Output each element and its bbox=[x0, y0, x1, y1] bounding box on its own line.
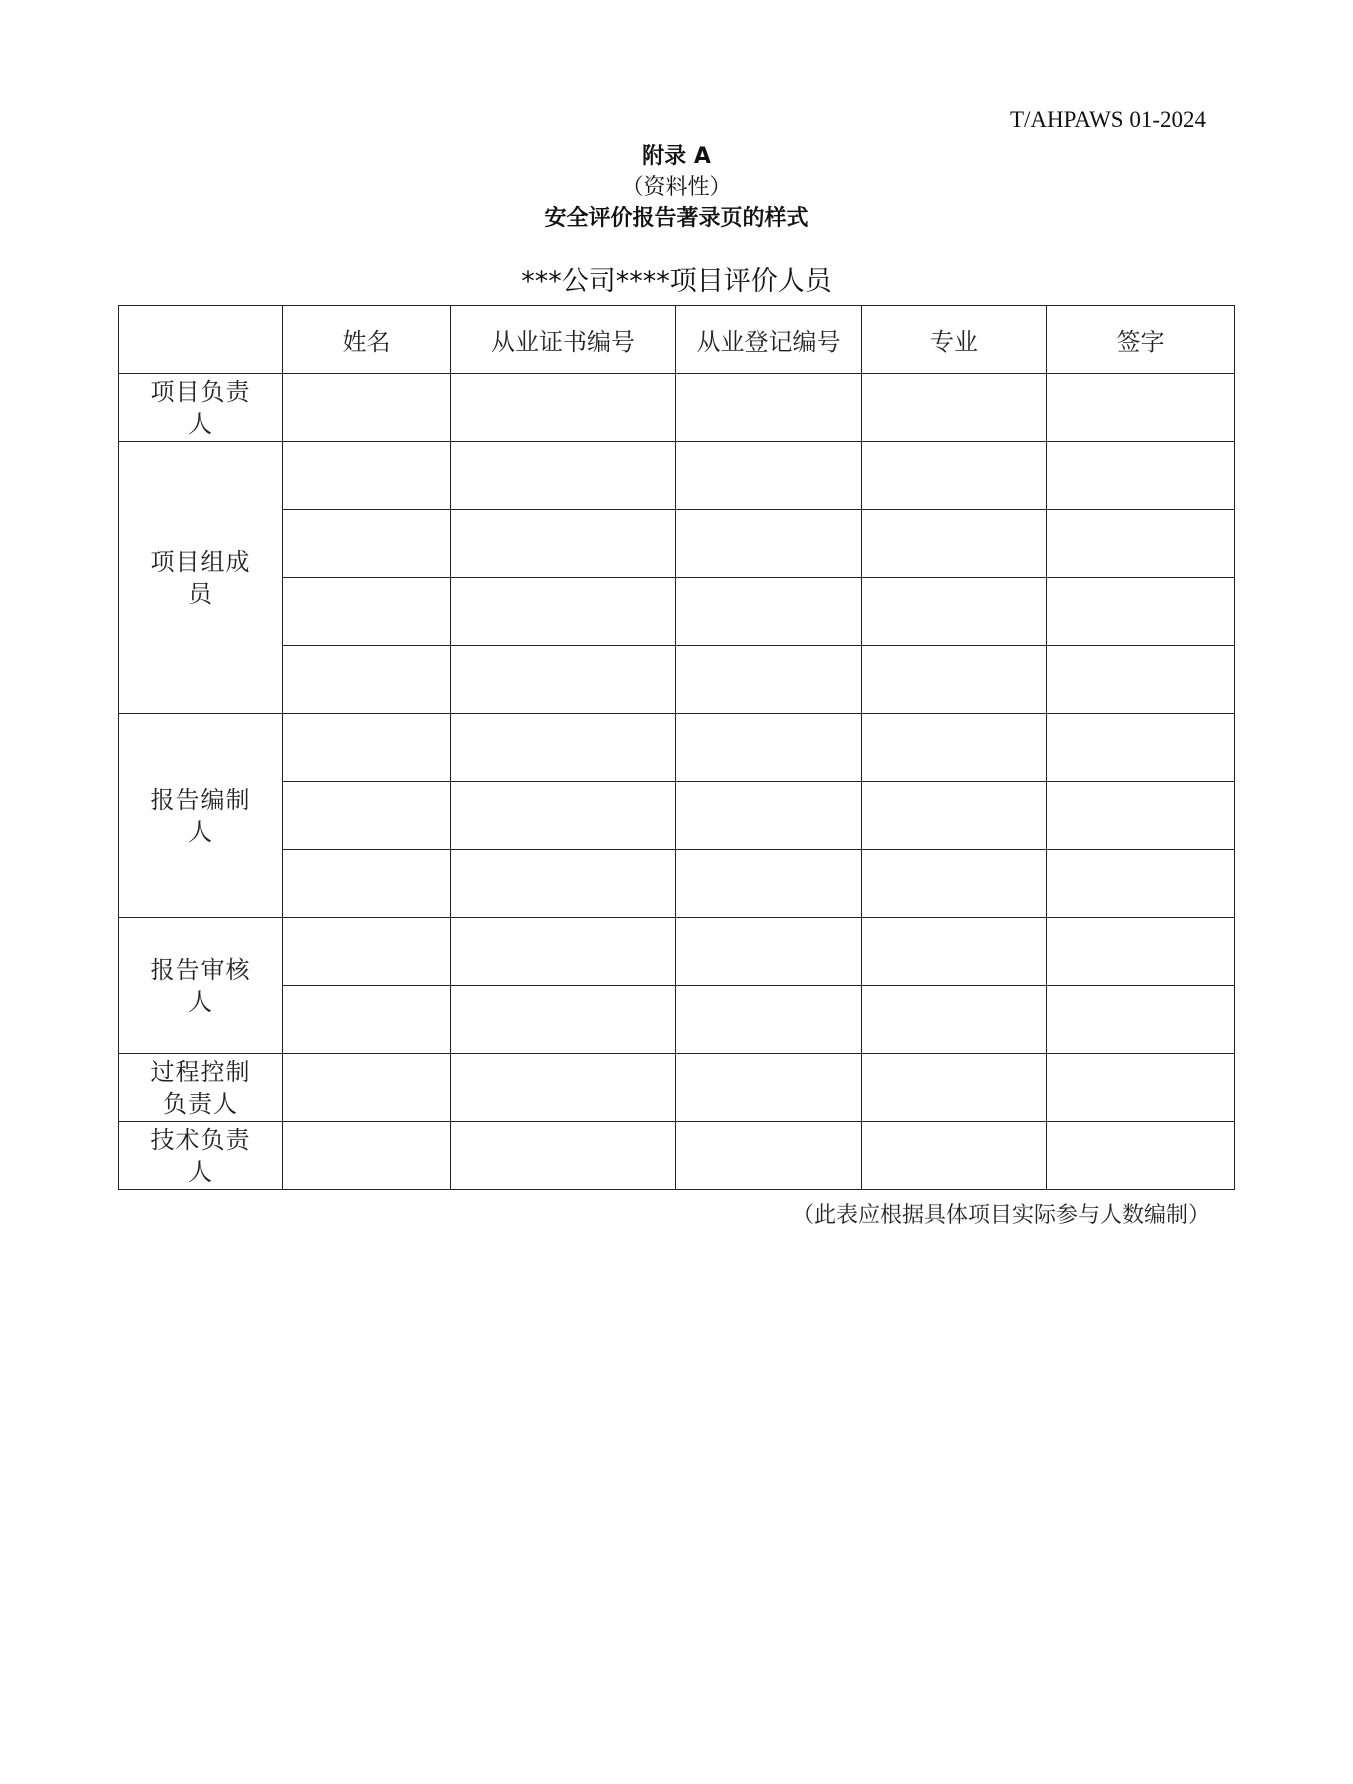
cell-specialty[interactable] bbox=[862, 578, 1047, 646]
table-header-row bbox=[119, 306, 1235, 374]
cell-signature[interactable] bbox=[1047, 1122, 1235, 1190]
cell-signature[interactable] bbox=[1047, 986, 1235, 1054]
role-label: 过程控制负责人 bbox=[150, 1057, 251, 1118]
cell-certificate-number[interactable] bbox=[451, 646, 676, 714]
cell-signature[interactable] bbox=[1047, 918, 1235, 986]
cell-registration-number[interactable] bbox=[676, 374, 862, 442]
cell-specialty[interactable] bbox=[862, 374, 1047, 442]
table-title: ***公司****项目评价人员 bbox=[521, 266, 832, 297]
cell-registration-number[interactable] bbox=[676, 510, 862, 578]
header-certificate-number: 从业证书编号 bbox=[451, 306, 676, 374]
cell-certificate-number[interactable] bbox=[451, 1054, 676, 1122]
table-row bbox=[119, 782, 1235, 850]
appendix-subject: 安全评价报告著录页的样式 bbox=[544, 206, 809, 231]
table-row bbox=[119, 510, 1235, 578]
header-name: 姓名 bbox=[283, 306, 451, 374]
cell-specialty[interactable] bbox=[862, 918, 1047, 986]
cell-certificate-number[interactable] bbox=[451, 850, 676, 918]
cell-name[interactable] bbox=[283, 578, 451, 646]
role-label: 报告审核人 bbox=[150, 955, 251, 1016]
cell-signature[interactable] bbox=[1047, 1054, 1235, 1122]
table-row bbox=[119, 646, 1235, 714]
cell-specialty[interactable] bbox=[862, 1122, 1047, 1190]
document-code: T/AHPAWS 01-2024 bbox=[1009, 107, 1206, 132]
table-row bbox=[119, 850, 1235, 918]
role-report-reviewers bbox=[119, 918, 283, 1054]
cell-specialty[interactable] bbox=[862, 850, 1047, 918]
cell-name[interactable] bbox=[283, 510, 451, 578]
cell-signature[interactable] bbox=[1047, 782, 1235, 850]
cell-registration-number[interactable] bbox=[676, 918, 862, 986]
cell-signature[interactable] bbox=[1047, 646, 1235, 714]
role-project-leader bbox=[119, 374, 283, 442]
cell-signature[interactable] bbox=[1047, 510, 1235, 578]
role-report-compilers bbox=[119, 714, 283, 918]
role-label: 项目组成员 bbox=[150, 547, 251, 608]
cell-certificate-number[interactable] bbox=[451, 374, 676, 442]
cell-signature[interactable] bbox=[1047, 374, 1235, 442]
header-role bbox=[119, 306, 283, 374]
cell-specialty[interactable] bbox=[862, 986, 1047, 1054]
cell-signature[interactable] bbox=[1047, 714, 1235, 782]
cell-signature[interactable] bbox=[1047, 442, 1235, 510]
cell-name[interactable] bbox=[283, 918, 451, 986]
header-specialty: 专业 bbox=[862, 306, 1047, 374]
cell-certificate-number[interactable] bbox=[451, 442, 676, 510]
role-project-members bbox=[119, 442, 283, 714]
cell-signature[interactable] bbox=[1047, 578, 1235, 646]
cell-name[interactable] bbox=[283, 850, 451, 918]
cell-certificate-number[interactable] bbox=[451, 714, 676, 782]
table-footnote: （此表应根据具体项目实际参与人数编制） bbox=[791, 1203, 1210, 1228]
appendix-heading bbox=[0, 141, 1353, 234]
table-row bbox=[119, 918, 1235, 986]
header-signature: 签字 bbox=[1047, 306, 1235, 374]
cell-registration-number[interactable] bbox=[676, 442, 862, 510]
cell-certificate-number[interactable] bbox=[451, 510, 676, 578]
cell-registration-number[interactable] bbox=[676, 578, 862, 646]
cell-certificate-number[interactable] bbox=[451, 578, 676, 646]
cell-specialty[interactable] bbox=[862, 782, 1047, 850]
table-row bbox=[119, 986, 1235, 1054]
cell-certificate-number[interactable] bbox=[451, 1122, 676, 1190]
table-row bbox=[119, 442, 1235, 510]
table-row bbox=[119, 578, 1235, 646]
role-label: 项目负责人 bbox=[150, 377, 251, 438]
table-row bbox=[119, 714, 1235, 782]
cell-signature[interactable] bbox=[1047, 850, 1235, 918]
table-row bbox=[119, 1054, 1235, 1122]
cell-registration-number[interactable] bbox=[676, 850, 862, 918]
cell-specialty[interactable] bbox=[862, 714, 1047, 782]
cell-registration-number[interactable] bbox=[676, 646, 862, 714]
cell-name[interactable] bbox=[283, 714, 451, 782]
role-label: 技术负责人 bbox=[150, 1125, 251, 1186]
cell-name[interactable] bbox=[283, 1054, 451, 1122]
cell-certificate-number[interactable] bbox=[451, 918, 676, 986]
cell-specialty[interactable] bbox=[862, 646, 1047, 714]
cell-name[interactable] bbox=[283, 442, 451, 510]
cell-registration-number[interactable] bbox=[676, 714, 862, 782]
header-registration-number: 从业登记编号 bbox=[676, 306, 862, 374]
cell-registration-number[interactable] bbox=[676, 1122, 862, 1190]
personnel-table bbox=[118, 305, 1235, 1190]
cell-specialty[interactable] bbox=[862, 1054, 1047, 1122]
role-technical-leader bbox=[119, 1122, 283, 1190]
table-row bbox=[119, 374, 1235, 442]
cell-name[interactable] bbox=[283, 374, 451, 442]
cell-registration-number[interactable] bbox=[676, 986, 862, 1054]
cell-registration-number[interactable] bbox=[676, 782, 862, 850]
role-label: 报告编制人 bbox=[150, 785, 251, 846]
cell-name[interactable] bbox=[283, 782, 451, 850]
appendix-title: 附录 A bbox=[642, 144, 711, 169]
cell-specialty[interactable] bbox=[862, 442, 1047, 510]
cell-name[interactable] bbox=[283, 646, 451, 714]
cell-specialty[interactable] bbox=[862, 510, 1047, 578]
appendix-type: （资料性） bbox=[621, 175, 732, 200]
cell-name[interactable] bbox=[283, 1122, 451, 1190]
cell-registration-number[interactable] bbox=[676, 1054, 862, 1122]
role-process-control bbox=[119, 1054, 283, 1122]
cell-certificate-number[interactable] bbox=[451, 782, 676, 850]
cell-certificate-number[interactable] bbox=[451, 986, 676, 1054]
cell-name[interactable] bbox=[283, 986, 451, 1054]
table-row bbox=[119, 1122, 1235, 1190]
